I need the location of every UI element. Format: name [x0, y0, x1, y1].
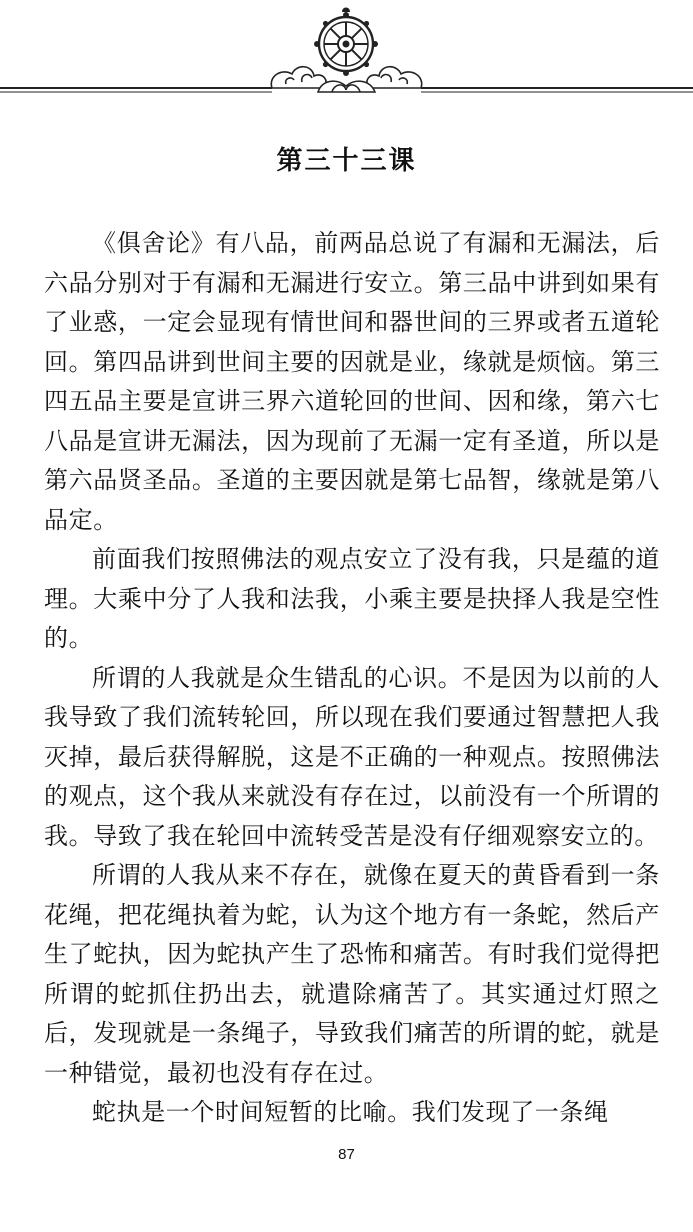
left-cloud-icon: [271, 67, 326, 88]
lesson-title: 第三十三课: [276, 146, 417, 176]
paragraph: 《俱舍论》有八品，前两品总说了有漏和无漏法，后六品分别对于有漏和无漏进行安立。第三品中讲到如果有了业惑，一定会显现有情世间和器世间的三界或者五道轮回。第四品讲到世间主要的因就是业，缘就是烦恼。第三四五品主要是宣讲三界六道轮回的世间、因和缘，第六七八品是宣讲无漏法，因为现前了无漏一定有圣道，所以是第六品贤圣品。圣道的主要因就是第七品智，缘就是第八品定。: [44, 229, 660, 534]
lotus-base-icon: [318, 81, 375, 92]
right-cloud-icon: [367, 67, 422, 88]
dharma-wheel-header-ornament: [0, 0, 693, 110]
paragraph: 蛇执是一个时间短暂的比喻。我们发现了一条绳: [92, 1098, 609, 1126]
paragraph: 所谓的人我就是众生错乱的心识。不是因为以前的人我导致了我们流转轮回，所以现在我们要通过智慧把人我灭掉，最后获得解脱，这是不正确的一种观点。按照佛法的观点，这个我从来就没有存在过，以前没有一个所谓的我。导致了我在轮回中流转受苦是没有仔细观察安立的。: [44, 663, 660, 850]
lesson-body: [44, 224, 660, 1133]
paragraph: 所谓的人我从来不存在，就像在夏天的黄昏看到一条花绳，把花绳执着为蛇，认为这个地方有一条蛇，然后产生了蛇执，因为蛇执产生了恐怖和痛苦。有时我们觉得把所谓的蛇抓住扔出去，就遣除痛苦了。其实通过灯照之后，发现就是一条绳子，导致我们痛苦的所谓的蛇，就是一种错觉，最初也没有存在过。: [44, 861, 660, 1087]
page-number: 87: [338, 1146, 355, 1163]
paragraph: 前面我们按照佛法的观点安立了没有我，只是蕴的道理。大乘中分了人我和法我，小乘主要是抉择人我是空性的。: [44, 545, 660, 652]
dharma-wheel-icon: [314, 8, 378, 77]
